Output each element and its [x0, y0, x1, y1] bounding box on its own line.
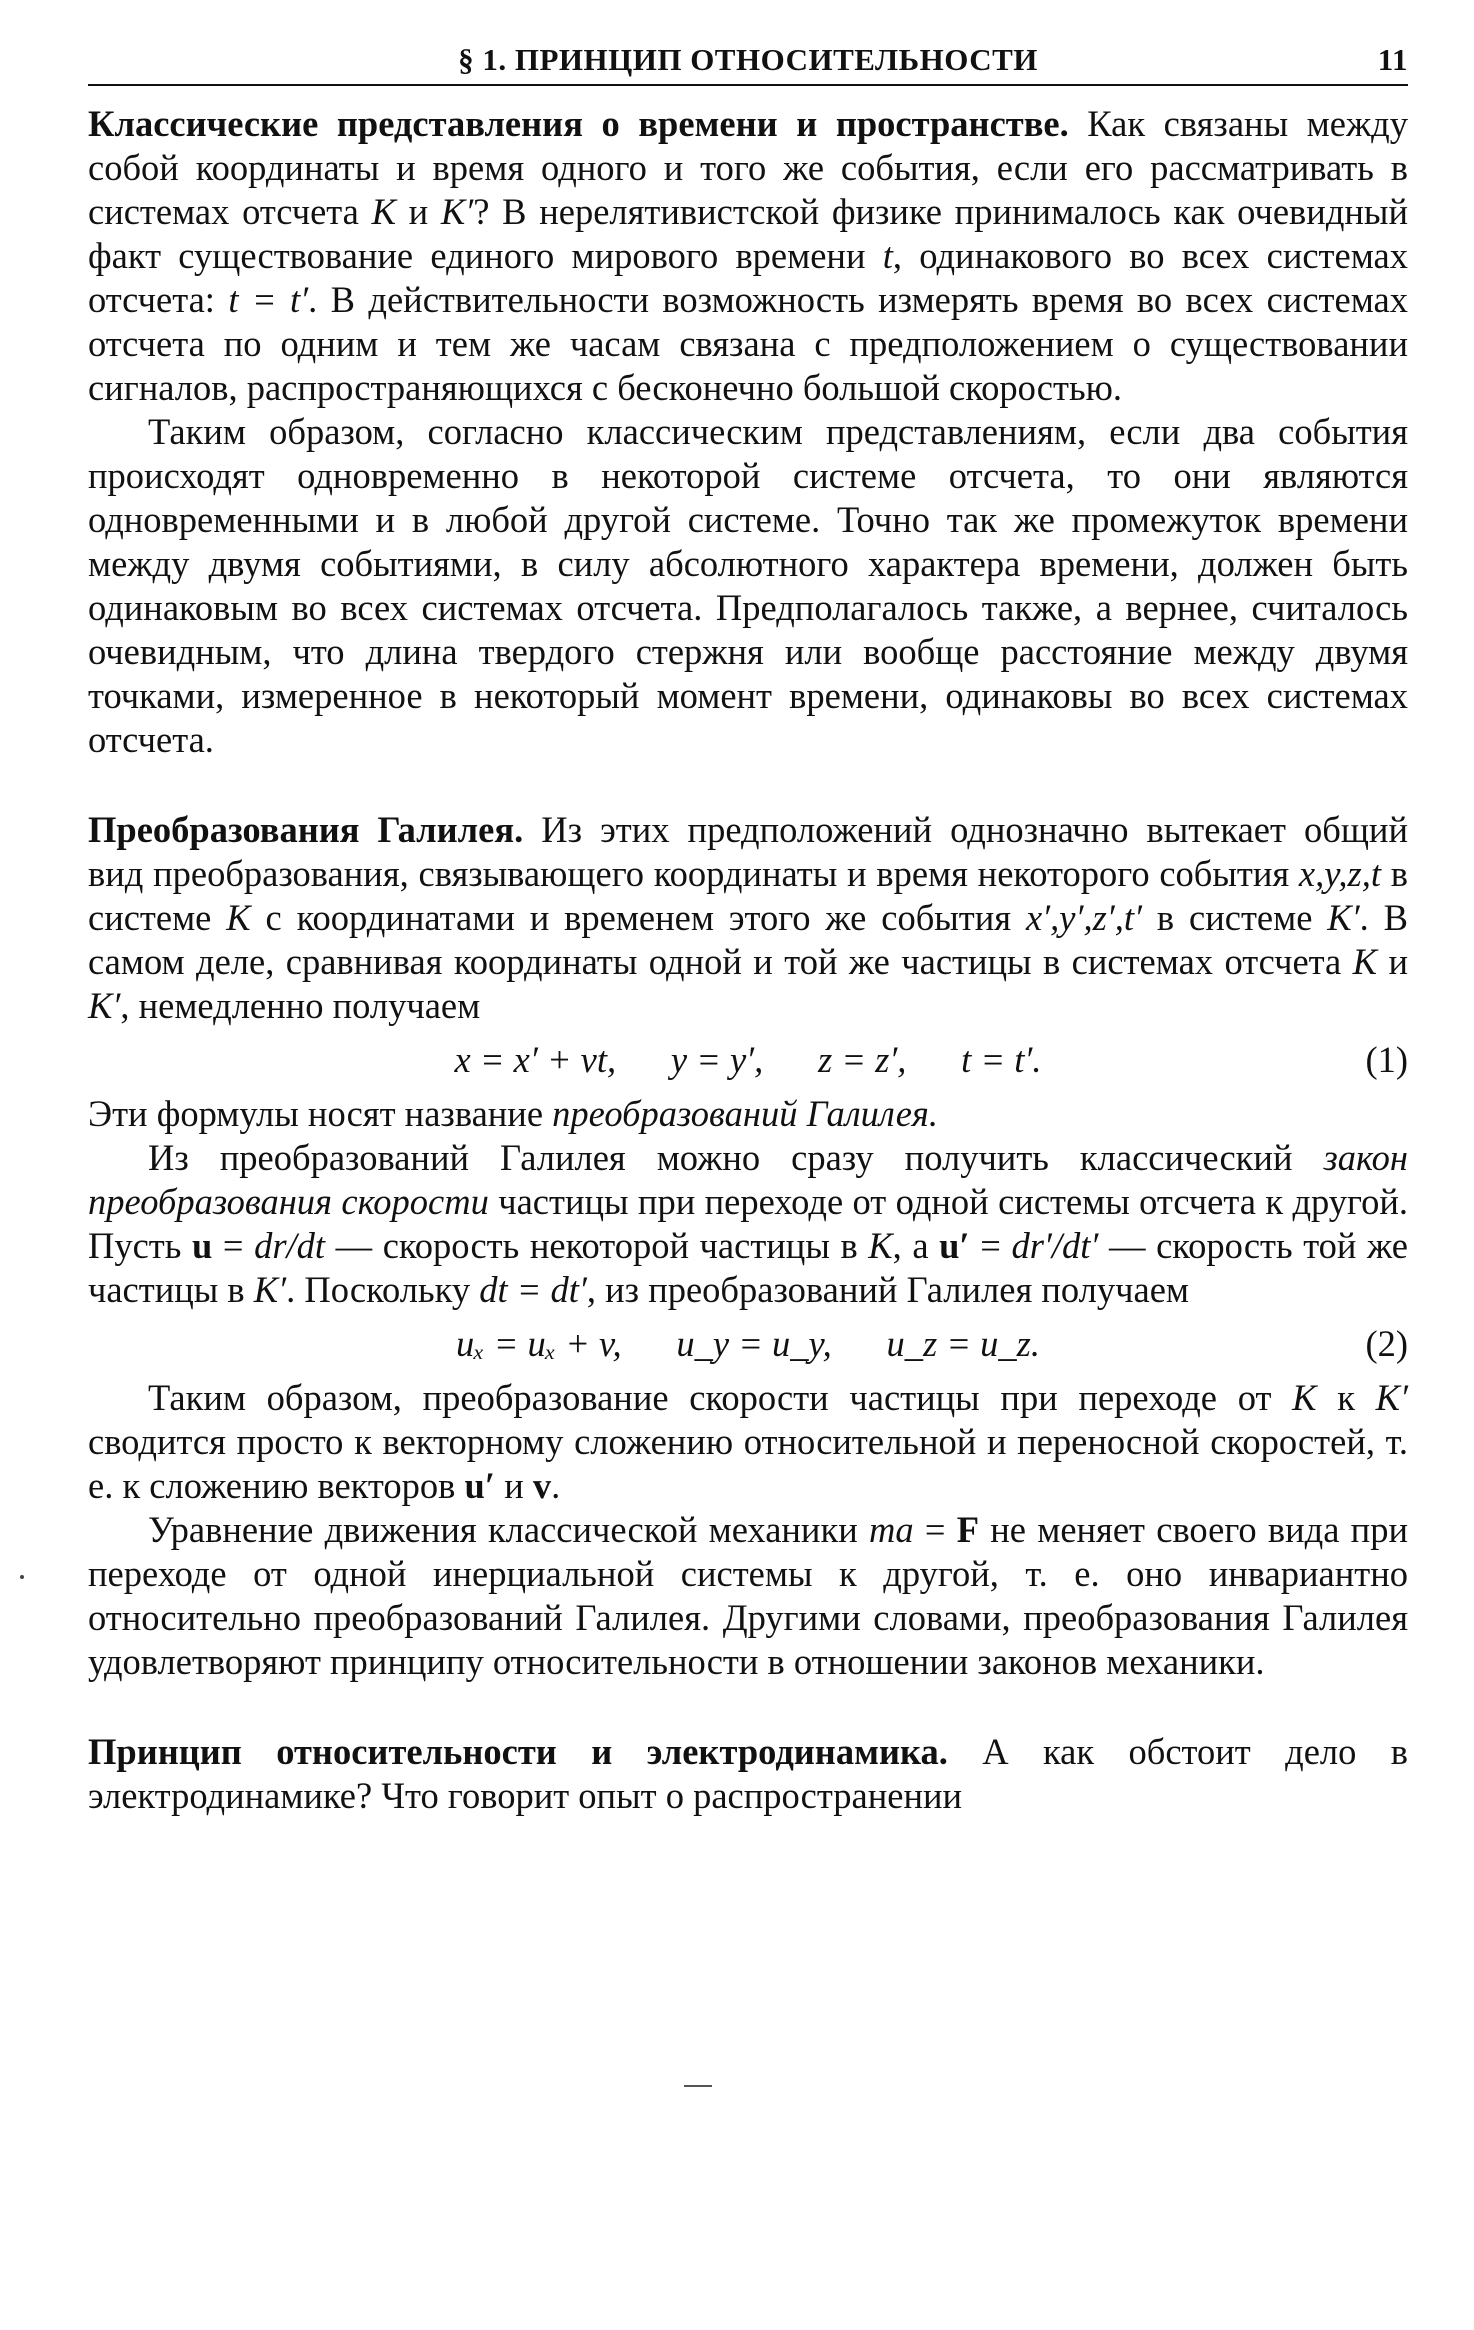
paragraph-galilean-transform: Преобразования Галилея. Из этих предположений однозначно вытекает общий вид преобразования, связывающего координаты и время некоторого события x,y,z,t в системе K с координатами и временем этого же события x′,y′,z′,t′ в системе K′. В самом деле, сравнивая координаты одной и той же частицы в системах отсчета K и K′, немедленно получаем — [88, 809, 1409, 1026]
section-heading-galilean: Преобразования Галилея. — [88, 809, 524, 850]
paragraph-classical-ideas: Классические представления о времени и пространстве. Как связаны между собой координаты и время одного и того же события, если его рассматривать в системах отсчета K и K′? В нерелятивистской физике принималось как очевидный факт существование единого мирового времени t, одинакового во всех системах отсчета: t = t′. В действительности возможность измерять время во всех системах отсчета по одним и тем же часам связана с предположением о существовании сигналов, распространяющихся с бесконечно большой скоростью. — [88, 103, 1408, 408]
paragraph-electrodynamics: Принцип относительности и электродинамика. А как обстоит дело в электродинамике? Что говорит опыт о распространении — [88, 1731, 1408, 1816]
equation-2 — [88, 1312, 1408, 1376]
equation-1 — [88, 1028, 1408, 1092]
paragraph-galilean-name: Эти формулы носят название преобразований Галилея. — [88, 1093, 938, 1134]
equation-1-number: (1) — [1365, 1039, 1408, 1080]
header-title: § 1. ПРИНЦИП ОТНОСИТЕЛЬНОСТИ — [458, 42, 1038, 77]
paragraph-velocity-law: Из преобразований Галилея можно сразу получить классический закон преобразования скорости частицы при переходе от одной системы отсчета к другой. Пусть u = dr/dt — скорость некоторой частицы в K, а u′ = dr′/dt′ — скорость той же частицы в K′. Поскольку dt = dt′, из преобразований Галилея получаем — [88, 1137, 1409, 1310]
paragraph-simultaneity: Таким образом, согласно классическим представлениям, если два события происходят одновременно в некоторой системе отсчета, то они являются одновременными и в любой другой системе. Точно так же промежуток времени между двумя событиями, в силу абсолютного характера времени, должен быть одинаковым во всех системах отсчета. Предполагалось также, а вернее, считалось очевидным, что длина твердого стержня или вообще расстояние между двумя точками, измеренное в некоторый момент времени, одинаковы во всех системах отсчета. — [88, 411, 1408, 760]
main-text — [88, 102, 1408, 1818]
scan-speck — [20, 1575, 24, 1579]
equation-1-expression: x = x′ + vt, y = y′, z = z′, t = t′. — [454, 1039, 1042, 1080]
paragraph-invariance: Уравнение движения классической механики ma = F не меняет своего вида при переходе от одной инерциальной системы к другой, т. е. оно инвариантно относительно преобразований Галилея. Другими словами, преобразования Галилея удовлетворяют принципу относительности в отношении законов механики. — [88, 1509, 1408, 1682]
equation-2-expression: uₓ = uₓ + v, u_y = u_y, u_z = u_z. — [456, 1323, 1040, 1364]
equation-2-number: (2) — [1365, 1323, 1408, 1364]
section-heading-classical: Классические представления о времени и пространстве. — [88, 103, 1069, 144]
paragraph-vector-addition: Таким образом, преобразование скорости частицы при переходе от K к K′ сводится просто к векторному сложению относительной и переносной скоростей, т. е. к сложению векторов u′ и v. — [88, 1377, 1408, 1506]
page-number: 11 — [1377, 42, 1408, 77]
print-mark-divider — [684, 2085, 712, 2087]
section-heading-electrodynamics: Принцип относительности и электродинамика. — [88, 1731, 948, 1772]
book-page — [88, 28, 1408, 1818]
running-header — [88, 28, 1408, 86]
